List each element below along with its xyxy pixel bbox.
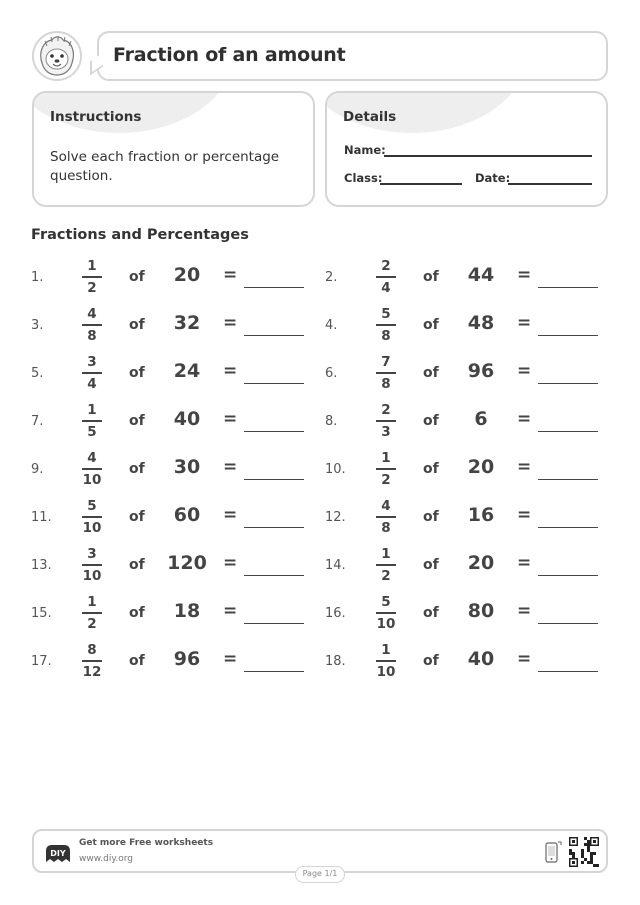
problem-amount: 18 (173, 600, 201, 622)
equals-sign: = (517, 505, 532, 525)
of-word: of (423, 413, 439, 429)
fraction-numerator: 1 (381, 450, 391, 466)
date-label: Date: (475, 171, 511, 185)
fraction-numerator: 5 (87, 498, 97, 514)
problem-number: 18. (325, 654, 346, 669)
fraction-numerator: 1 (381, 546, 391, 562)
fraction-denominator: 5 (87, 424, 97, 440)
fraction-bar (82, 660, 102, 662)
problem-item (31, 496, 311, 540)
fraction (79, 401, 105, 441)
diy-logo-icon (44, 842, 72, 868)
equals-sign: = (517, 409, 532, 429)
equals-sign: = (223, 505, 238, 525)
fraction-numerator: 2 (381, 258, 391, 274)
fraction-bar (376, 660, 396, 662)
fraction-numerator: 3 (87, 546, 97, 562)
answer-line[interactable] (244, 335, 304, 336)
equals-sign: = (517, 313, 532, 333)
problem-number: 7. (31, 414, 44, 429)
problem-amount: 32 (173, 312, 201, 334)
fraction-bar (376, 420, 396, 422)
fraction-bar (82, 468, 102, 470)
problem-amount: 20 (467, 456, 495, 478)
fraction-numerator: 4 (381, 498, 391, 514)
of-word: of (423, 509, 439, 525)
of-word: of (129, 413, 145, 429)
equals-sign: = (223, 649, 238, 669)
problem-item (31, 304, 311, 348)
problem-amount: 24 (173, 360, 201, 382)
fraction-numerator: 1 (87, 402, 97, 418)
problem-number: 9. (31, 462, 44, 477)
problem-number: 3. (31, 318, 44, 333)
fraction (79, 305, 105, 345)
answer-line[interactable] (244, 527, 304, 528)
problem-number: 1. (31, 270, 44, 285)
answer-line[interactable] (244, 575, 304, 576)
fraction-denominator: 10 (376, 616, 396, 632)
fraction-bar (376, 612, 396, 614)
fraction-denominator: 4 (381, 280, 391, 296)
of-word: of (423, 605, 439, 621)
fraction-denominator: 8 (381, 328, 391, 344)
name-field[interactable] (384, 155, 592, 157)
problem-item (31, 400, 311, 444)
of-word: of (129, 557, 145, 573)
fraction-bar (376, 564, 396, 566)
of-word: of (129, 269, 145, 285)
fraction-denominator: 8 (87, 328, 97, 344)
fraction-denominator: 10 (82, 472, 102, 488)
equals-sign: = (223, 361, 238, 381)
class-field[interactable] (380, 183, 462, 185)
footer-tagline: Get more Free worksheets (79, 838, 214, 848)
instructions-panel (32, 91, 315, 207)
problem-item (325, 304, 605, 348)
problem-amount: 60 (173, 504, 201, 526)
problem-number: 8. (325, 414, 338, 429)
of-word: of (423, 461, 439, 477)
section-title: Fractions and Percentages (31, 227, 249, 243)
equals-sign: = (223, 313, 238, 333)
answer-line[interactable] (244, 431, 304, 432)
problem-number: 6. (325, 366, 338, 381)
fraction-numerator: 8 (87, 642, 97, 658)
fraction-bar (82, 276, 102, 278)
instructions-text: Solve each fraction or percentage question. (50, 149, 280, 184)
problem-amount: 40 (173, 408, 201, 430)
fraction-bar (376, 516, 396, 518)
equals-sign: = (517, 553, 532, 573)
title-box (97, 31, 608, 81)
fraction-denominator: 10 (82, 568, 102, 584)
equals-sign: = (223, 409, 238, 429)
problem-amount: 96 (467, 360, 495, 382)
fraction-numerator: 2 (381, 402, 391, 418)
problem-amount: 44 (467, 264, 495, 286)
problem-item (325, 496, 605, 540)
problem-number: 13. (31, 558, 52, 573)
problem-number: 12. (325, 510, 346, 525)
fraction-bar (82, 372, 102, 374)
fraction (373, 449, 399, 489)
equals-sign: = (517, 361, 532, 381)
of-word: of (423, 557, 439, 573)
fraction-numerator: 7 (381, 354, 391, 370)
of-word: of (129, 653, 145, 669)
fraction-denominator: 2 (381, 472, 391, 488)
fraction-numerator: 5 (381, 594, 391, 610)
problem-item (325, 640, 605, 684)
fraction-bar (82, 420, 102, 422)
problem-item (31, 592, 311, 636)
mascot-face-icon (32, 31, 82, 81)
problem-item (31, 352, 311, 396)
equals-sign: = (517, 265, 532, 285)
problem-amount: 40 (467, 648, 495, 670)
instructions-heading: Instructions (50, 109, 142, 125)
equals-sign: = (223, 601, 238, 621)
phone-icon (544, 840, 562, 868)
of-word: of (129, 605, 145, 621)
fraction-bar (376, 372, 396, 374)
problem-amount: 30 (173, 456, 201, 478)
equals-sign: = (517, 601, 532, 621)
problem-item (31, 640, 311, 684)
answer-line[interactable] (244, 479, 304, 480)
details-heading: Details (343, 109, 397, 125)
problem-item (31, 544, 311, 588)
answer-line[interactable] (244, 383, 304, 384)
problem-number: 10. (325, 462, 346, 477)
of-word: of (423, 365, 439, 381)
page-title: Fraction of an amount (113, 44, 346, 66)
fraction-denominator: 12 (82, 664, 102, 680)
problem-number: 14. (325, 558, 346, 573)
problem-number: 17. (31, 654, 52, 669)
answer-line[interactable] (538, 575, 598, 576)
problem-item (325, 352, 605, 396)
fraction-denominator: 10 (82, 520, 102, 536)
fraction (79, 449, 105, 489)
fraction-bar (376, 276, 396, 278)
fraction-bar (82, 612, 102, 614)
problem-number: 5. (31, 366, 44, 381)
of-word: of (423, 317, 439, 333)
fraction-denominator: 8 (381, 376, 391, 392)
name-label: Name: (344, 143, 386, 157)
problem-amount: 20 (173, 264, 201, 286)
of-word: of (423, 653, 439, 669)
equals-sign: = (223, 553, 238, 573)
fraction-bar (82, 564, 102, 566)
problem-amount: 120 (167, 552, 207, 574)
equals-sign: = (517, 457, 532, 477)
problem-item (325, 448, 605, 492)
fraction-denominator: 10 (376, 664, 396, 680)
fraction-denominator: 2 (87, 280, 97, 296)
fraction (373, 593, 399, 633)
class-label: Class: (344, 171, 383, 185)
equals-sign: = (223, 265, 238, 285)
page-number: Page 1/1 (295, 866, 345, 883)
fraction-bar (82, 516, 102, 518)
fraction (79, 257, 105, 297)
fraction (373, 257, 399, 297)
fraction (373, 401, 399, 441)
fraction-bar (376, 468, 396, 470)
fraction-numerator: 1 (381, 642, 391, 658)
of-word: of (129, 317, 145, 333)
problem-number: 2. (325, 270, 338, 285)
logo-text: DIY (50, 849, 66, 858)
problem-item (325, 256, 605, 300)
problem-number: 4. (325, 318, 338, 333)
problem-amount: 6 (474, 408, 488, 430)
fraction-bar (376, 324, 396, 326)
fraction (373, 305, 399, 345)
problem-item (325, 544, 605, 588)
answer-line[interactable] (538, 431, 598, 432)
fraction-numerator: 4 (87, 306, 97, 322)
problem-amount: 80 (467, 600, 495, 622)
of-word: of (423, 269, 439, 285)
fraction (79, 353, 105, 393)
answer-line[interactable] (538, 479, 598, 480)
fraction (79, 641, 105, 681)
fraction (373, 641, 399, 681)
problem-item (31, 448, 311, 492)
details-panel (325, 91, 608, 207)
problem-amount: 20 (467, 552, 495, 574)
fraction (373, 545, 399, 585)
answer-line[interactable] (538, 287, 598, 288)
problem-amount: 48 (467, 312, 495, 334)
fraction-denominator: 8 (381, 520, 391, 536)
footer-url[interactable]: www.diy.org (79, 854, 133, 864)
fraction-denominator: 4 (87, 376, 97, 392)
problem-number: 16. (325, 606, 346, 621)
fraction-numerator: 1 (87, 258, 97, 274)
answer-line[interactable] (538, 527, 598, 528)
date-field[interactable] (508, 183, 592, 185)
answer-line[interactable] (538, 383, 598, 384)
fraction-bar (82, 324, 102, 326)
answer-line[interactable] (244, 671, 304, 672)
of-word: of (129, 509, 145, 525)
equals-sign: = (223, 457, 238, 477)
answer-line[interactable] (244, 287, 304, 288)
problem-amount: 16 (467, 504, 495, 526)
answer-line[interactable] (244, 623, 304, 624)
fraction (373, 497, 399, 537)
fraction-numerator: 4 (87, 450, 97, 466)
fraction (79, 497, 105, 537)
fraction-numerator: 3 (87, 354, 97, 370)
fraction-numerator: 5 (381, 306, 391, 322)
answer-line[interactable] (538, 623, 598, 624)
answer-line[interactable] (538, 671, 598, 672)
of-word: of (129, 461, 145, 477)
problem-number: 15. (31, 606, 52, 621)
fraction-denominator: 2 (381, 568, 391, 584)
problem-item (325, 592, 605, 636)
fraction (79, 545, 105, 585)
fraction-denominator: 3 (381, 424, 391, 440)
of-word: of (129, 365, 145, 381)
fraction (373, 353, 399, 393)
fraction-denominator: 2 (87, 616, 97, 632)
answer-line[interactable] (538, 335, 598, 336)
fraction (79, 593, 105, 633)
problem-number: 11. (31, 510, 52, 525)
problem-item (325, 400, 605, 444)
fraction-numerator: 1 (87, 594, 97, 610)
qr-code-icon (569, 837, 599, 871)
equals-sign: = (517, 649, 532, 669)
problem-amount: 96 (173, 648, 201, 670)
problem-item (31, 256, 311, 300)
